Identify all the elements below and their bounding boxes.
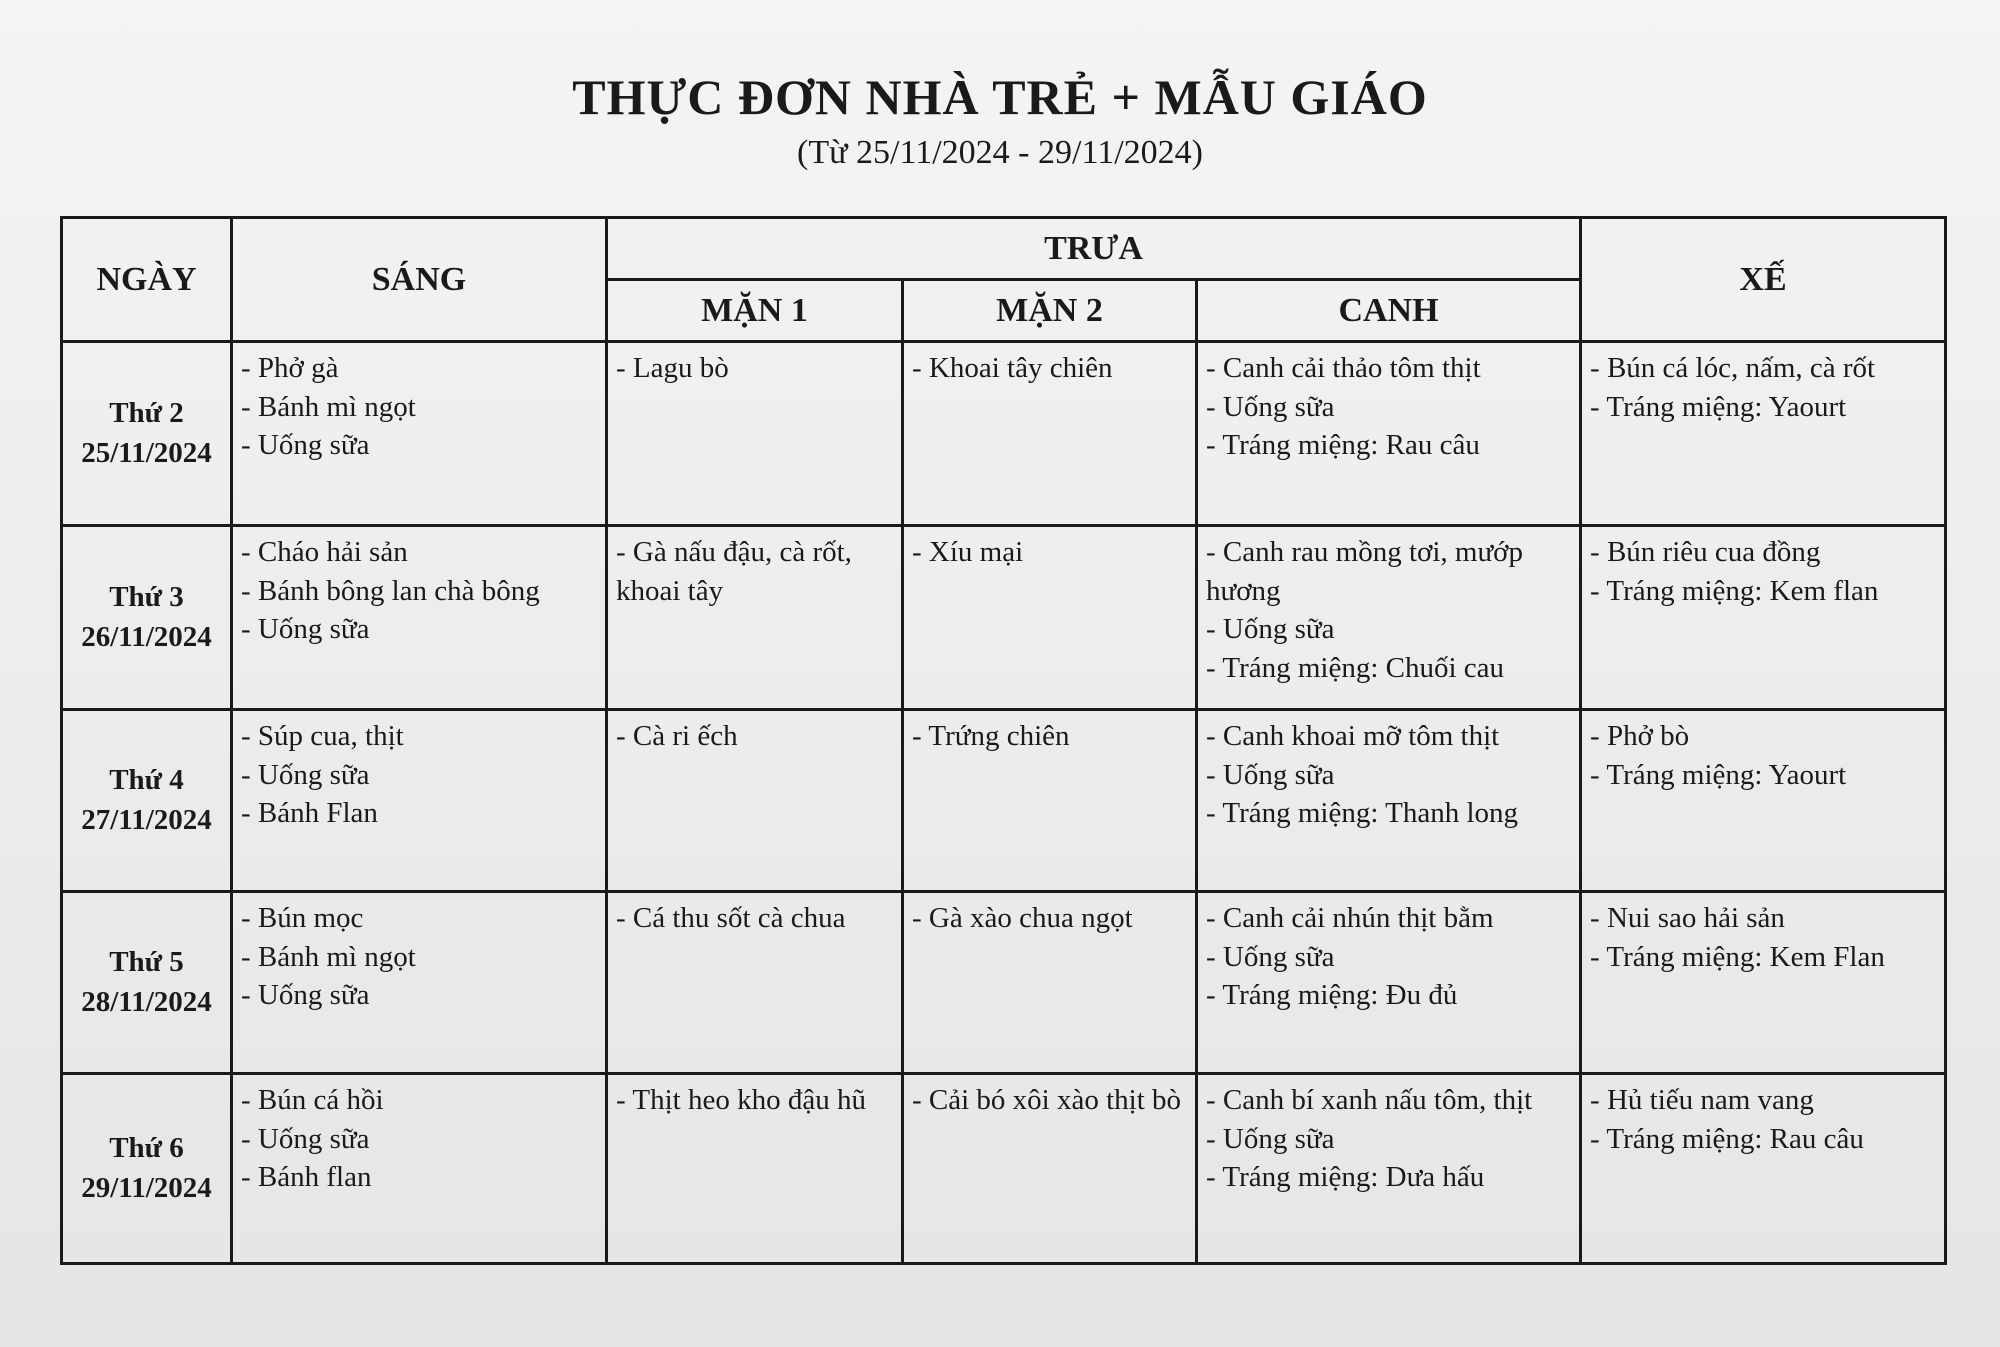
menu-item: - Tráng miệng: Rau câu <box>1206 429 1480 462</box>
menu-item: - Canh cải thảo tôm thịt <box>1206 352 1481 384</box>
menu-item: - Uống sữa <box>1206 390 1335 423</box>
man1-cell <box>607 526 903 710</box>
xe-cell <box>1581 710 1946 892</box>
xe-cell <box>1581 892 1946 1074</box>
header-man2: MẶN 2 <box>903 280 1197 342</box>
man2-cell <box>903 526 1197 710</box>
page-title: THỰC ĐƠN NHÀ TRẺ + MẪU GIÁO <box>572 69 1428 125</box>
menu-item: - Cá thu sốt cà chua <box>616 902 846 934</box>
header-man1: MẶN 1 <box>607 280 903 342</box>
menu-item: - Bún cá lóc, nấm, cà rốt <box>1590 352 1876 384</box>
man2-cell <box>903 342 1197 526</box>
menu-item: - Tráng miệng: Chuối cau <box>1206 651 1505 684</box>
menu-item: - Cháo hải sản <box>241 536 408 568</box>
man2-cell <box>903 1074 1197 1264</box>
canh-cell <box>1197 892 1581 1074</box>
menu-item: - Trứng chiên <box>912 720 1070 752</box>
menu-item: - Uống sữa <box>1206 758 1335 791</box>
man2-cell <box>903 710 1197 892</box>
menu-item: - Bánh bông lan chà bông <box>241 574 540 607</box>
menu-item: - Thịt heo kho đậu hũ <box>616 1084 866 1116</box>
menu-item: - Tráng miệng: Yaourt <box>1590 390 1847 423</box>
menu-item: - Uống sữa <box>241 429 370 462</box>
canh-cell <box>1197 342 1581 526</box>
menu-item: - Xíu mại <box>912 536 1024 568</box>
menu-body <box>62 342 1946 1264</box>
menu-item: - Gà nấu đậu, cà rốt, khoai tây <box>616 536 852 607</box>
sang-cell <box>232 526 607 710</box>
day-label: Thứ 4 <box>109 764 184 797</box>
header-canh: CANH <box>1197 280 1581 342</box>
menu-item: - Gà xào chua ngọt <box>912 902 1133 934</box>
day-cell <box>62 892 232 1074</box>
menu-item: - Phở bò <box>1590 720 1690 752</box>
menu-item: - Hủ tiếu nam vang <box>1590 1084 1814 1116</box>
menu-item: - Nui sao hải sản <box>1590 902 1785 934</box>
menu-item: - Uống sữa <box>241 979 370 1012</box>
menu-item: - Tráng miệng: Thanh long <box>1206 797 1519 830</box>
menu-item: - Uống sữa <box>241 758 370 791</box>
menu-item: - Canh bí xanh nấu tôm, thịt <box>1206 1084 1533 1116</box>
man1-cell <box>607 892 903 1074</box>
day-cell <box>62 710 232 892</box>
menu-item: - Cà ri ếch <box>616 720 738 752</box>
menu-item: - Súp cua, thịt <box>241 720 404 752</box>
header-xe: XẾ <box>1581 218 1946 342</box>
sang-cell <box>232 892 607 1074</box>
table-row <box>62 526 1946 710</box>
menu-item: - Phở gà <box>241 352 339 384</box>
menu-item: - Cải bó xôi xào thịt bò <box>912 1084 1182 1116</box>
day-date: 25/11/2024 <box>81 436 212 469</box>
day-cell <box>62 1074 232 1264</box>
menu-item: - Tráng miệng: Đu đủ <box>1206 979 1458 1012</box>
day-cell <box>62 342 232 526</box>
menu-item: - Uống sữa <box>1206 1122 1335 1155</box>
page-subtitle: (Từ 25/11/2024 - 29/11/2024) <box>797 134 1203 171</box>
canh-cell <box>1197 1074 1581 1264</box>
table-row <box>62 710 1946 892</box>
menu-item: - Uống sữa <box>1206 940 1335 973</box>
xe-cell <box>1581 342 1946 526</box>
menu-item: - Tráng miệng: Dưa hấu <box>1206 1161 1485 1194</box>
day-date: 27/11/2024 <box>81 803 212 836</box>
menu-item: - Canh khoai mỡ tôm thịt <box>1206 720 1500 752</box>
menu-item: - Canh cải nhún thịt bằm <box>1206 902 1494 934</box>
table-row <box>62 1074 1946 1264</box>
man1-cell <box>607 1074 903 1264</box>
menu-item: - Bún riêu cua đồng <box>1590 536 1821 568</box>
day-label: Thứ 3 <box>109 581 184 614</box>
day-cell <box>62 526 232 710</box>
xe-cell <box>1581 1074 1946 1264</box>
header-ngay: NGÀY <box>62 218 232 342</box>
day-date: 29/11/2024 <box>81 1171 212 1204</box>
day-date: 28/11/2024 <box>81 985 212 1018</box>
header-trua: TRƯA <box>607 218 1581 280</box>
menu-item: - Bún cá hồi <box>241 1084 384 1116</box>
table-row <box>62 342 1946 526</box>
day-label: Thứ 5 <box>109 946 184 979</box>
menu-table <box>60 216 1947 1265</box>
man1-cell <box>607 342 903 526</box>
menu-item: - Bánh flan <box>241 1161 372 1194</box>
menu-item: - Bánh mì ngọt <box>241 390 416 423</box>
xe-cell <box>1581 526 1946 710</box>
menu-item: - Uống sữa <box>241 1122 370 1155</box>
menu-item: - Tráng miệng: Rau câu <box>1590 1122 1864 1155</box>
menu-item: - Khoai tây chiên <box>912 352 1113 384</box>
menu-item: - Uống sữa <box>241 613 370 646</box>
man1-cell <box>607 710 903 892</box>
menu-item: - Tráng miệng: Kem Flan <box>1590 940 1885 973</box>
menu-item: - Lagu bò <box>616 352 729 384</box>
man2-cell <box>903 892 1197 1074</box>
day-date: 26/11/2024 <box>81 620 212 653</box>
menu-item: - Bánh Flan <box>241 797 378 830</box>
menu-item: - Uống sữa <box>1206 613 1335 646</box>
menu-item: - Tráng miệng: Yaourt <box>1590 758 1847 791</box>
sang-cell <box>232 710 607 892</box>
canh-cell <box>1197 526 1581 710</box>
menu-item: - Tráng miệng: Kem flan <box>1590 574 1879 607</box>
menu-item: - Bánh mì ngọt <box>241 940 416 973</box>
canh-cell <box>1197 710 1581 892</box>
day-label: Thứ 6 <box>109 1132 184 1165</box>
table-row <box>62 892 1946 1074</box>
sang-cell <box>232 342 607 526</box>
sang-cell <box>232 1074 607 1264</box>
menu-item: - Bún mọc <box>241 902 364 934</box>
day-label: Thứ 2 <box>109 397 184 430</box>
menu-item: - Canh rau mồng tơi, mướp hương <box>1206 536 1524 607</box>
header-sang: SÁNG <box>232 218 607 342</box>
